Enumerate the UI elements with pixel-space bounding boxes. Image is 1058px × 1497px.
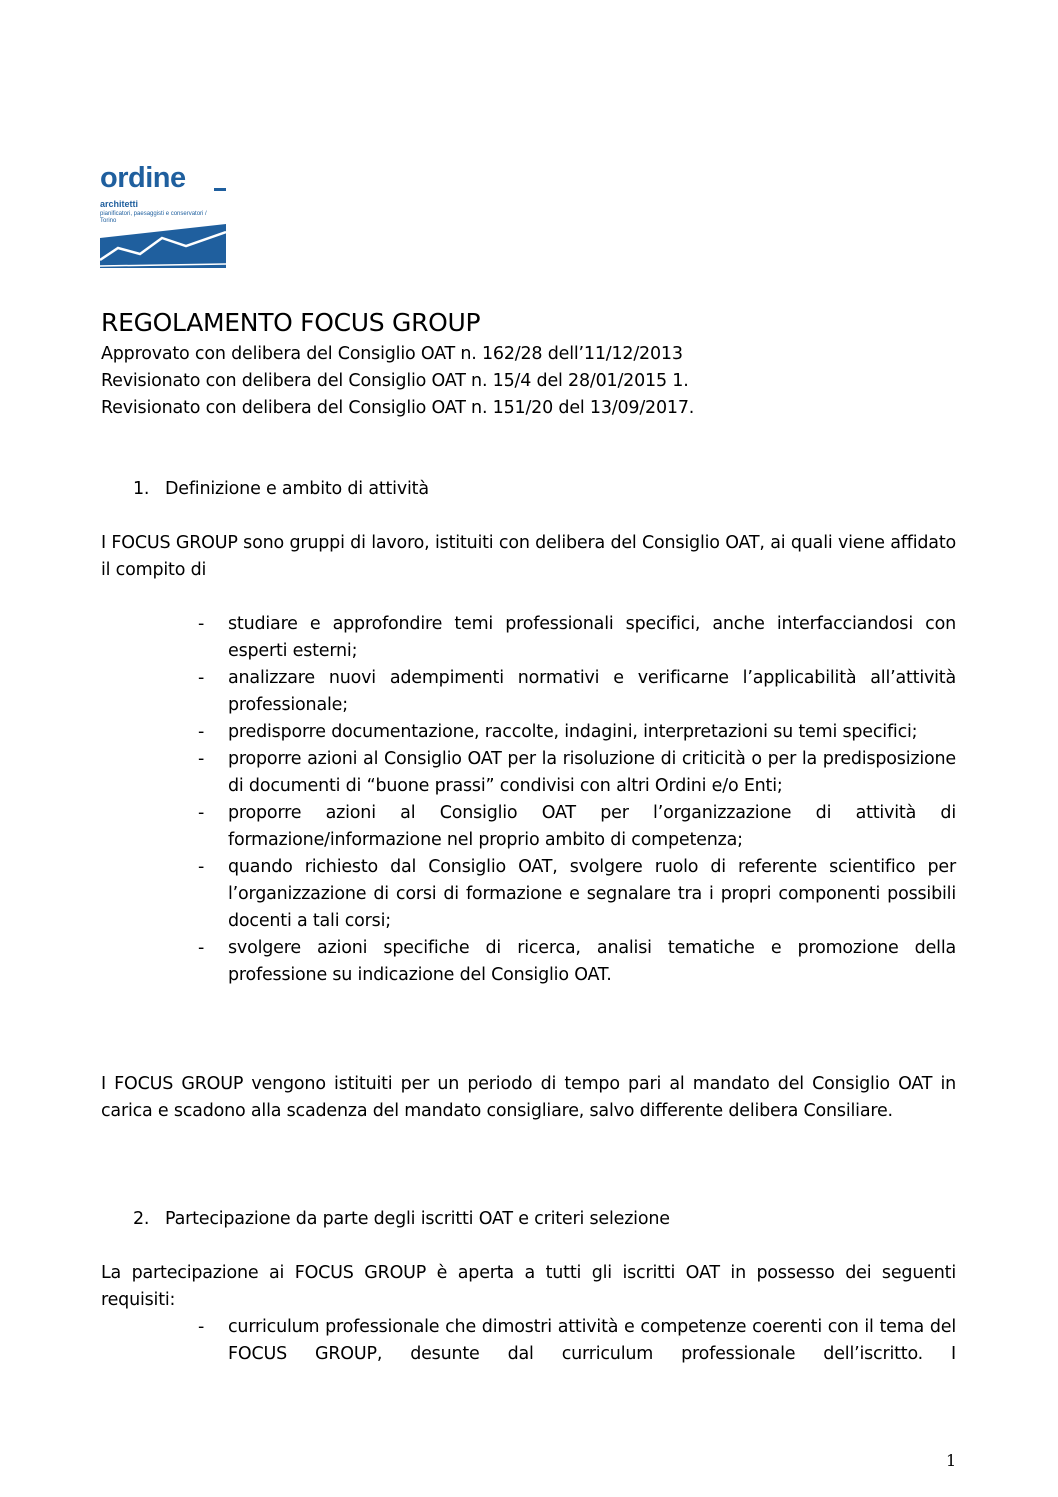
section-1-intro: I FOCUS GROUP sono gruppi di lavoro, istituiti con delibera del Consiglio OAT, ai quali viene affidato il compito di (101, 533, 956, 580)
list-item-text: predisporre documentazione, raccolte, indagini, interpretazioni su temi specifici; (228, 722, 918, 742)
bullet-dash: - (198, 803, 205, 823)
section-2-requirements-list (196, 1314, 956, 1368)
section-1-number: 1. (133, 479, 150, 499)
list-item (196, 746, 956, 800)
list-item (196, 935, 956, 989)
list-item-text: quando richiesto dal Consiglio OAT, svolgere ruolo di referente scientifico per l’organizzazione di corsi di formazione e segnalare tra i propri componenti possibili docenti a tali corsi; (228, 857, 956, 931)
list-item (196, 1314, 956, 1368)
section-1-closing: I FOCUS GROUP vengono istituiti per un periodo di tempo pari al mandato del Consiglio OAT in carica e scadono alla scadenza del mandato consigliare, salvo differente delibera Consiliare. (101, 1074, 956, 1121)
logo-mountain-graphic (100, 224, 226, 268)
section-2-title: Partecipazione da parte degli iscritti OAT e criteri selezione (165, 1209, 670, 1229)
approval-line: Approvato con delibera del Consiglio OAT n. 162/28 dell’11/12/2013 (101, 344, 683, 364)
bullet-dash: - (198, 614, 205, 634)
logo-underscore-mark (214, 188, 226, 191)
list-item-text: analizzare nuovi adempimenti normativi e verificarne l’applicabilità all’attività professionale; (228, 668, 956, 715)
logo-subtitle: architetti (100, 199, 139, 209)
revision-line: Revisionato con delibera del Consiglio OAT n. 151/20 del 13/09/2017. (101, 398, 695, 418)
document-title: REGOLAMENTO FOCUS GROUP (101, 308, 481, 337)
bullet-dash: - (198, 1317, 205, 1337)
section-2-heading (133, 1206, 670, 1233)
section-2-intro: La partecipazione ai FOCUS GROUP è aperta a tutti gli iscritti OAT in possesso dei seguenti requisiti: (101, 1263, 956, 1310)
bullet-dash: - (198, 722, 205, 742)
bullet-dash: - (198, 668, 205, 688)
list-item (196, 719, 956, 746)
list-item (196, 854, 956, 935)
list-item-text: curriculum professionale che dimostri attività e competenze coerenti con il tema del FOCUS GROUP, desunte dal curriculum professionale dell’iscritto. I (228, 1317, 956, 1364)
bullet-dash: - (198, 857, 205, 877)
ordine-architetti-logo (100, 158, 230, 268)
page-number: 1 (946, 1451, 957, 1470)
list-item-text: proporre azioni al Consiglio OAT per la risoluzione di criticità o per la predisposizione di documenti di “buone prassi” condivisi con altri Ordini e/o Enti; (228, 749, 956, 796)
list-item (196, 665, 956, 719)
list-item-text: studiare e approfondire temi professionali specifici, anche interfacciandosi con esperti esterni; (228, 614, 956, 661)
list-item (196, 611, 956, 665)
logo-wordmark: ordine (100, 162, 186, 194)
bullet-dash: - (198, 938, 205, 958)
logo-subtitle-detail: pianificatori, paesaggisti e conservatori / Torino (100, 211, 207, 224)
revision-line: Revisionato con delibera del Consiglio OAT n. 15/4 del 28/01/2015 1. (101, 371, 689, 391)
list-item (196, 800, 956, 854)
bullet-dash: - (198, 749, 205, 769)
section-1-duties-list (196, 611, 956, 989)
section-2-number: 2. (133, 1209, 150, 1229)
list-item-text: svolgere azioni specifiche di ricerca, analisi tematiche e promozione della professione su indicazione del Consiglio OAT. (228, 938, 956, 985)
list-item-text: proporre azioni al Consiglio OAT per l’organizzazione di attività di formazione/informazione nel proprio ambito di competenza; (228, 803, 956, 850)
section-1-heading (133, 476, 429, 503)
section-1-title: Definizione e ambito di attività (165, 479, 429, 499)
